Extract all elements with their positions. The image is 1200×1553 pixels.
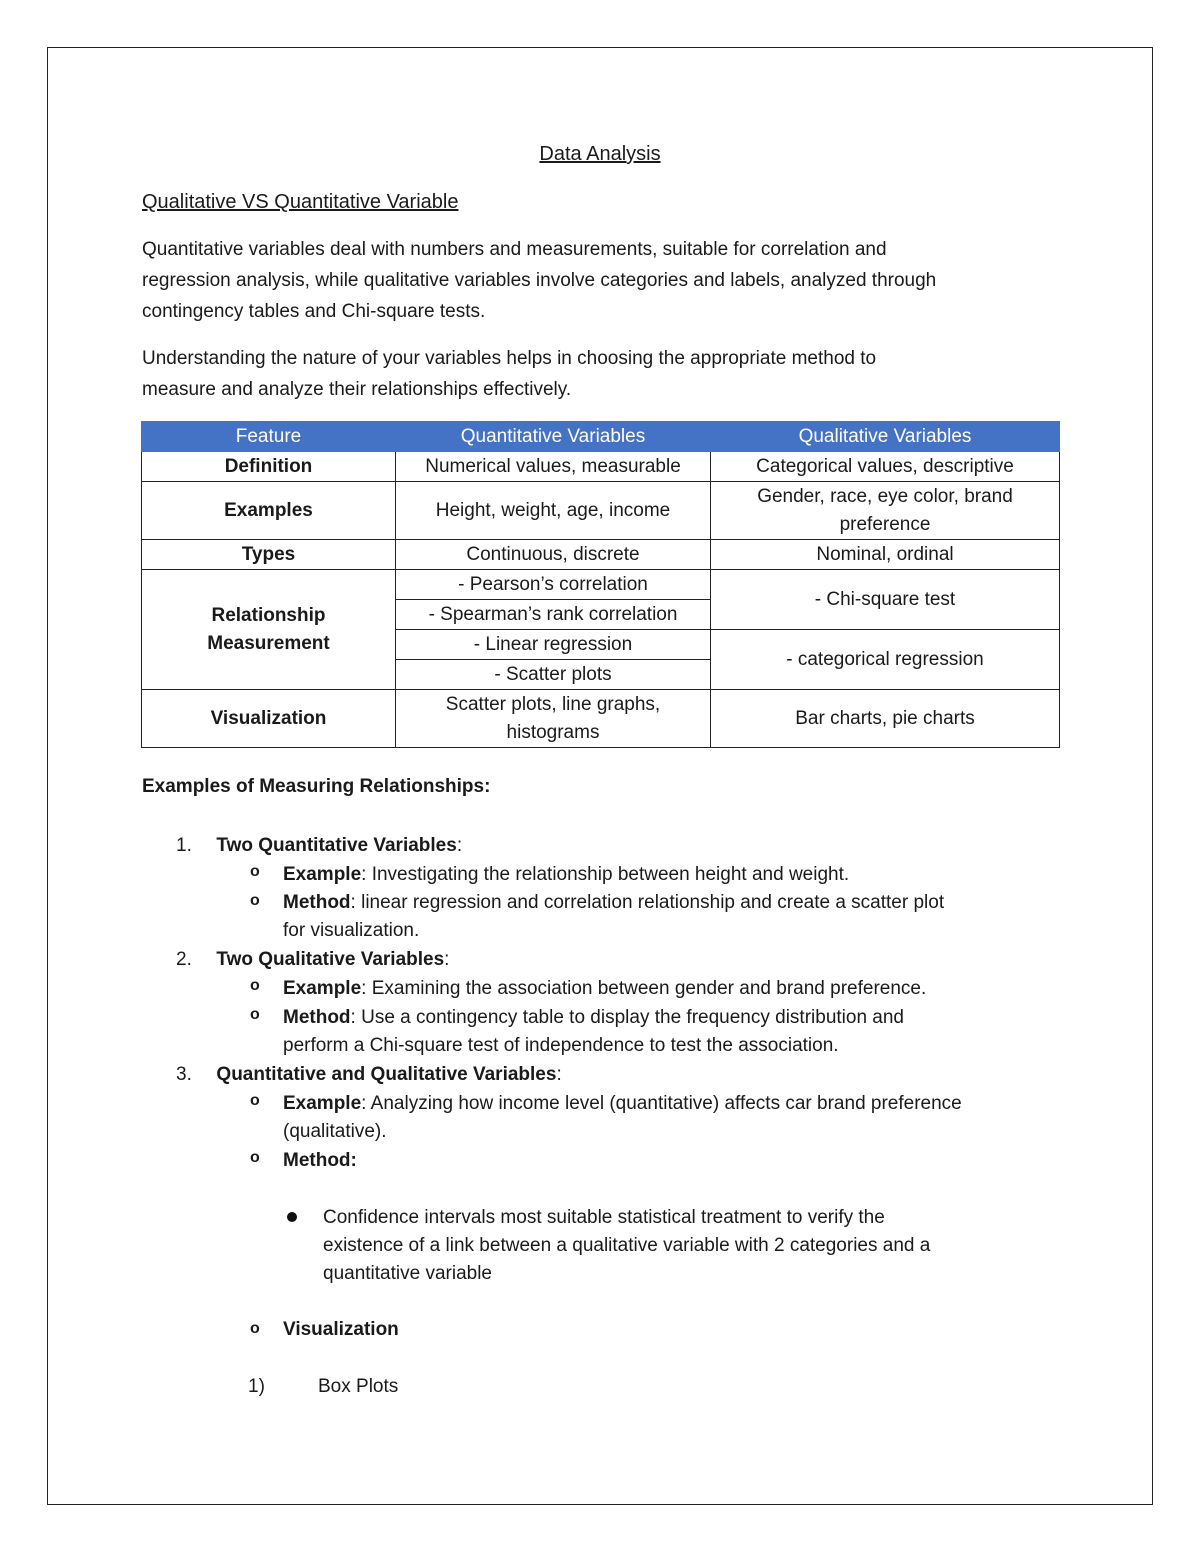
table-row xyxy=(142,540,1060,570)
table-cell: Height, weight, age, income xyxy=(396,482,711,540)
examples-heading: Examples of Measuring Relationships: xyxy=(142,776,491,797)
header-quantitative: Quantitative Variables xyxy=(396,422,711,452)
table-cell: Categorical values, descriptive xyxy=(711,452,1060,482)
list-item: 3. Quantitative and Qualitative Variables: xyxy=(176,1064,562,1085)
table-cell: - categorical regression xyxy=(711,630,1060,690)
bullet-o-icon: o xyxy=(250,863,260,880)
paragraph-line: Quantitative variables deal with numbers and measurements, suitable for correlation and xyxy=(142,239,887,260)
cell-line: Measurement xyxy=(207,632,330,654)
list-number: 1. xyxy=(176,835,192,856)
paragraph-line: contingency tables and Chi-square tests. xyxy=(142,301,486,322)
table-cell: Continuous, discrete xyxy=(396,540,711,570)
list-subitem xyxy=(283,975,926,1003)
example-label: Example xyxy=(283,978,362,999)
method-label: Method xyxy=(283,1007,351,1028)
bullet-line: existence of a link between a qualitative variable with 2 categories and a xyxy=(323,1235,931,1256)
list-number: 3. xyxy=(176,1064,192,1085)
paragraph-line: regression analysis, while qualitative variables involve categories and labels, analyzed through xyxy=(142,270,937,291)
list-subitem xyxy=(283,861,849,889)
bullet-o-icon: o xyxy=(250,1149,260,1166)
paragraph-2 xyxy=(142,343,1072,405)
paragraph-line: measure and analyze their relationships effectively. xyxy=(142,379,572,400)
table-row xyxy=(142,482,1060,540)
list-subitem xyxy=(283,1090,962,1146)
subitem-text: for visualization. xyxy=(283,920,420,941)
table-cell: Numerical values, measurable xyxy=(396,452,711,482)
table-cell: - Spearman’s rank correlation xyxy=(396,600,711,630)
row-label xyxy=(142,570,396,690)
header-qualitative: Qualitative Variables xyxy=(711,422,1060,452)
subitem-text: : Examining the association between gender and brand preference. xyxy=(361,978,927,999)
list-title: Two Qualitative Variables xyxy=(216,949,445,970)
list-item: 2. Two Qualitative Variables: xyxy=(176,949,450,970)
bullet-o-icon: o xyxy=(250,1320,260,1337)
table-header-row xyxy=(142,422,1060,452)
row-label: Types xyxy=(142,540,396,570)
table-cell: - Pearson’s correlation xyxy=(396,570,711,600)
vis-number: 1) xyxy=(248,1376,265,1397)
cell-line: Gender, race, eye color, brand xyxy=(757,485,1013,507)
list-title: Quantitative and Qualitative Variables xyxy=(216,1064,557,1085)
row-label: Visualization xyxy=(142,690,396,748)
header-feature: Feature xyxy=(142,422,396,452)
table-row xyxy=(142,570,1060,600)
comparison-table xyxy=(141,421,1060,748)
bullet-o-icon: o xyxy=(250,977,260,994)
row-label: Examples xyxy=(142,482,396,540)
cell-line: Relationship xyxy=(211,604,326,626)
list-number: 2. xyxy=(176,949,192,970)
cell-line: preference xyxy=(839,513,931,535)
table-cell xyxy=(711,482,1060,540)
bullet-paragraph xyxy=(323,1204,1083,1288)
list-subitem xyxy=(283,1004,904,1060)
bullet-o-icon: o xyxy=(250,1006,260,1023)
table-cell: - Chi-square test xyxy=(711,570,1060,630)
table-cell: Bar charts, pie charts xyxy=(711,690,1060,748)
subitem-text: : Analyzing how income level (quantitative) affects car brand preference xyxy=(361,1093,962,1114)
table-cell xyxy=(396,690,711,748)
example-label: Example xyxy=(283,864,362,885)
subitem-text: (qualitative). xyxy=(283,1121,387,1142)
list-title: Two Quantitative Variables xyxy=(216,835,457,856)
vis-item: Box Plots xyxy=(318,1376,399,1397)
cell-line: Scatter plots, line graphs, xyxy=(445,693,661,715)
table-cell: - Linear regression xyxy=(396,630,711,660)
table-row xyxy=(142,690,1060,748)
doc-subtitle: Qualitative VS Quantitative Variable xyxy=(142,191,459,213)
example-label: Example xyxy=(283,1093,362,1114)
subitem-text: : Investigating the relationship between height and weight. xyxy=(361,864,850,885)
list-item: 1. Two Quantitative Variables: xyxy=(176,835,463,856)
list-subitem xyxy=(283,889,944,945)
subitem-text: : linear regression and correlation relationship and create a scatter plot xyxy=(350,892,945,913)
table-cell: - Scatter plots xyxy=(396,660,711,690)
paragraph-1 xyxy=(142,234,1072,327)
table-cell: Nominal, ordinal xyxy=(711,540,1060,570)
bullet-line: Confidence intervals most suitable statistical treatment to verify the xyxy=(323,1207,885,1228)
paragraph-line: Understanding the nature of your variables helps in choosing the appropriate method to xyxy=(142,348,877,369)
list-subitem: Method: xyxy=(283,1150,357,1171)
row-label: Definition xyxy=(142,452,396,482)
table-row xyxy=(142,452,1060,482)
bullet-line: quantitative variable xyxy=(323,1263,492,1284)
bullet-o-icon: o xyxy=(250,892,260,909)
bullet-o-icon: o xyxy=(250,1092,260,1109)
doc-title: Data Analysis xyxy=(539,143,661,165)
subitem-text: : Use a contingency table to display the frequency distribution and xyxy=(350,1007,904,1028)
subitem-text: perform a Chi-square test of independence to test the association. xyxy=(283,1035,839,1056)
visualization-label: Visualization xyxy=(283,1319,399,1340)
bullet-dot-icon xyxy=(287,1212,297,1222)
cell-line: histograms xyxy=(506,721,600,743)
method-label: Method xyxy=(283,1150,351,1171)
method-label: Method xyxy=(283,892,351,913)
